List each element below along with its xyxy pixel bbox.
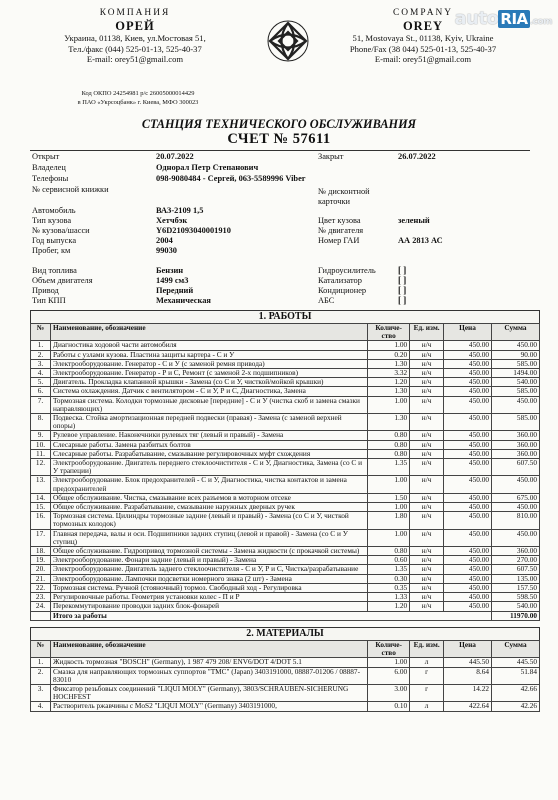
cell-name: Работы с узлами кузова. Пластина защиты картера - С и У <box>50 350 367 359</box>
cell-no: 6. <box>31 387 51 396</box>
cell-sum: 585.00 <box>492 387 540 396</box>
owner-label: Владелец <box>32 163 66 172</box>
invoice-title: СЧЕТ № 57611 <box>227 131 331 147</box>
car-value: ВАЗ-2109 1,5 <box>156 206 204 215</box>
cell-name: Смазка для направляющих тормозных суппортов "TMC" (Japan) 3403191000, 08887-01206 / 08887-83010 <box>50 667 367 684</box>
cell-unit: н/ч <box>410 414 444 431</box>
cell-no: 18. <box>31 547 51 556</box>
cell-qty: 1.00 <box>368 503 410 512</box>
works-section-title: 1. РАБОТЫ <box>30 310 540 324</box>
cell-unit: н/ч <box>410 602 444 611</box>
cell-unit: н/ч <box>410 565 444 574</box>
cell-sum: 360.00 <box>492 440 540 449</box>
cell-name: Регулировочные работы. Геометрия установки колес - П и Р <box>50 593 367 602</box>
cell-no: 11. <box>31 449 51 458</box>
bank-details <box>28 90 248 107</box>
table-row <box>31 702 540 711</box>
total-label: Итого за работы <box>50 611 491 620</box>
table-row <box>31 667 540 684</box>
table-row <box>31 658 540 667</box>
cell-price: 450.00 <box>444 359 492 368</box>
phones-label: Телефоны <box>32 174 69 183</box>
cell-no: 8. <box>31 414 51 431</box>
col-name: Наименование, обозначение <box>50 641 367 658</box>
company-label: КОМПАНИЯ <box>99 8 171 18</box>
cell-name: Тормозная система. Цилиндры тормозные задние (левый и правый) - Замена (со С и У, чисткой тормозных колодок) <box>50 512 367 529</box>
company-address-en: 51, Mostovaya St., 01138, Kyiv, Ukraine <box>352 32 494 43</box>
color-label: Цвет кузова <box>318 216 361 225</box>
cell-unit: г <box>410 685 444 702</box>
fuel-value: Бензин <box>156 266 184 275</box>
cell-name: Рулевое управление. Наконечники рулевых тяг (левый и правый) - Замена <box>50 431 367 440</box>
cell-no: 22. <box>31 583 51 592</box>
cell-qty: 0.60 <box>368 556 410 565</box>
cell-name: Общее обслуживание. Чистка, смазывание всех разъемов в моторном отсеке <box>50 493 367 502</box>
cell-sum: 450.00 <box>492 476 540 493</box>
cell-qty: 0.30 <box>368 574 410 583</box>
divider <box>30 150 530 151</box>
col-sum: Сумма <box>492 324 540 341</box>
catalyst-label: Катализатор <box>318 276 362 285</box>
col-sum: Сумма <box>492 641 540 658</box>
cell-name: Фиксатор резьбовых соединений "LIQUI MOLY" (Germany), 3803/SCHRAUBEN-SICHERUNG HOCHFEST <box>50 685 367 702</box>
cell-sum: 135.00 <box>492 574 540 583</box>
cell-unit: н/ч <box>410 440 444 449</box>
company-header-left <box>10 8 260 65</box>
cell-unit: н/ч <box>410 529 444 546</box>
cell-sum: 360.00 <box>492 547 540 556</box>
cell-name: Главная передача, валы и оси. Подшипники задних ступиц (левой и правой) - Замена (со С и У ступиц) <box>50 529 367 546</box>
works-header-row <box>31 324 540 341</box>
fuel-label: Вид топлива <box>32 266 77 275</box>
bank-line-1: Код ОКПО 24254981 р/с 26005000014429 <box>81 90 195 97</box>
cell-name: Общее обслуживание. Разрабатывание, смазывание наружных дверных ручек <box>50 503 367 512</box>
cell-price: 450.00 <box>444 369 492 378</box>
cell-unit: н/ч <box>410 359 444 368</box>
cell-sum: 157.50 <box>492 583 540 592</box>
cell-no: 1. <box>31 341 51 350</box>
cell-sum: 42.26 <box>492 702 540 711</box>
abs-checkbox[interactable]: [ ] <box>398 295 407 305</box>
cell-name: Электрооборудование. Блок предохранителей - С и У, Диагностика, чистка контактов и замена предохранителей <box>50 476 367 493</box>
cell-qty: 1.30 <box>368 414 410 431</box>
cell-name: Слесарные работы. Разрабатывание, смазывание регулировочных муфт схождения <box>50 449 367 458</box>
cell-name: Общее обслуживание. Гидропривод тормозной системы - Замена жидкости (с прокачкой системы) <box>50 547 367 556</box>
cell-sum: 450.00 <box>492 396 540 413</box>
cell-qty: 1.35 <box>368 565 410 574</box>
cell-unit: н/ч <box>410 476 444 493</box>
cell-no: 12. <box>31 459 51 476</box>
cell-name: Электрооборудование. Генератор - Р и С, Ремонт (с заменой 2-х подшипников) <box>50 369 367 378</box>
cell-unit: н/ч <box>410 556 444 565</box>
ac-checkbox[interactable]: [ ] <box>398 285 407 295</box>
company-email: E-mail: orey51@gmail.com <box>86 54 184 65</box>
closed-value: 26.07.2022 <box>398 152 436 161</box>
cell-unit: н/ч <box>410 583 444 592</box>
opened-value: 20.07.2022 <box>156 152 194 161</box>
cell-price: 450.00 <box>444 387 492 396</box>
cell-sum: 450.00 <box>492 503 540 512</box>
cell-sum: 90.00 <box>492 350 540 359</box>
table-row <box>31 431 540 440</box>
cell-name: Электрооборудование. Лампочки подсветки номерного знака (2 шт) - Замена <box>50 574 367 583</box>
cell-unit: н/ч <box>410 387 444 396</box>
table-row <box>31 529 540 546</box>
cell-qty: 0.35 <box>368 583 410 592</box>
discount-card-label: № дисконтной карточки <box>318 187 370 206</box>
cell-no: 4. <box>31 702 51 711</box>
table-row <box>31 341 540 350</box>
cell-qty: 1.50 <box>368 493 410 502</box>
cell-qty: 1.30 <box>368 387 410 396</box>
cell-qty: 1.35 <box>368 459 410 476</box>
table-row <box>31 476 540 493</box>
cell-price: 450.00 <box>444 556 492 565</box>
cell-name: Слесарные работы. Замена разбитых болтов <box>50 440 367 449</box>
cell-no: 24. <box>31 602 51 611</box>
cell-qty: 0.20 <box>368 350 410 359</box>
cell-sum: 585.00 <box>492 414 540 431</box>
cell-unit: н/ч <box>410 547 444 556</box>
cell-price: 450.00 <box>444 547 492 556</box>
cell-unit: н/ч <box>410 574 444 583</box>
cell-price: 450.00 <box>444 350 492 359</box>
materials-table <box>30 640 540 712</box>
cell-no: 3. <box>31 685 51 702</box>
cell-no: 9. <box>31 431 51 440</box>
cell-unit: л <box>410 658 444 667</box>
cell-qty: 0.80 <box>368 431 410 440</box>
gearbox-label: Тип КПП <box>32 296 66 305</box>
cell-no: 13. <box>31 476 51 493</box>
cell-qty: 1.33 <box>368 593 410 602</box>
cell-sum: 598.50 <box>492 593 540 602</box>
cell-qty: 1.00 <box>368 529 410 546</box>
table-row <box>31 440 540 449</box>
cell-no: 21. <box>31 574 51 583</box>
cell-name: Диагностика ходовой части автомобиля <box>50 341 367 350</box>
cell-name: Подвеска. Стойка амортизационная передней подвески (правая) - Замена (с заменой верхней опоры) <box>50 414 367 431</box>
cell-unit: н/ч <box>410 378 444 387</box>
company-name: ОРЕЙ <box>115 18 155 33</box>
cell-qty: 3.00 <box>368 685 410 702</box>
total-value: 11970.00 <box>492 611 540 620</box>
watermark-ria: RIA <box>500 10 528 28</box>
cell-price: 450.00 <box>444 396 492 413</box>
cell-qty: 1.00 <box>368 476 410 493</box>
cell-sum: 607.50 <box>492 565 540 574</box>
company-phone-en: Phone/Fax (38 044) 525-01-13, 525-40-37 <box>349 43 497 54</box>
col-qty: Количе-ство <box>368 641 410 658</box>
cell-name: Тормозная система. Колодки тормозные дисковые [передние] - С и У (чистка скоб и замена смазки направляющих) <box>50 396 367 413</box>
cell-price: 450.00 <box>444 440 492 449</box>
gearbox-value: Механическая <box>156 296 211 305</box>
cell-name: Система охлаждения. Датчик с вентилятором - С и У, Р и С, Диагностика, Замена <box>50 387 367 396</box>
company-phone: Тел./факс (044) 525-01-13, 525-40-37 <box>68 43 202 54</box>
cell-unit: н/ч <box>410 503 444 512</box>
cell-qty: 0.10 <box>368 702 410 711</box>
cell-no: 10. <box>31 440 51 449</box>
table-row <box>31 459 540 476</box>
table-row <box>31 512 540 529</box>
col-name: Наименование, обозначение <box>50 324 367 341</box>
cell-no: 7. <box>31 396 51 413</box>
cell-name: Электрооборудование. Генератор - С и У (с заменой ремня привода) <box>50 359 367 368</box>
cell-price: 450.00 <box>444 565 492 574</box>
cell-sum: 810.00 <box>492 512 540 529</box>
cell-sum: 585.00 <box>492 359 540 368</box>
cell-sum: 360.00 <box>492 431 540 440</box>
cell-unit: н/ч <box>410 493 444 502</box>
cell-unit: н/ч <box>410 459 444 476</box>
materials-section-title: 2. МАТЕРИАЛЫ <box>30 627 540 641</box>
cell-no: 17. <box>31 529 51 546</box>
cell-sum: 540.00 <box>492 602 540 611</box>
power-steering-checkbox[interactable]: [ ] <box>398 265 407 275</box>
cell-price: 450.00 <box>444 593 492 602</box>
cell-unit: г <box>410 667 444 684</box>
cell-sum: 360.00 <box>492 449 540 458</box>
volume-label: Объем двигателя <box>32 276 93 285</box>
cell-no: 16. <box>31 512 51 529</box>
drive-label: Привод <box>32 286 59 295</box>
col-unit: Ед. изм. <box>410 641 444 658</box>
cell-price: 450.00 <box>444 341 492 350</box>
total-row <box>31 611 540 620</box>
cell-unit: н/ч <box>410 341 444 350</box>
company-label-en: COMPANY <box>392 8 454 18</box>
cell-unit: н/ч <box>410 449 444 458</box>
cell-qty: 0.80 <box>368 547 410 556</box>
bank-line-2: в ПАО «Укрсоцбанк» г. Киева, МФО 300023 <box>77 98 199 106</box>
cell-price: 450.00 <box>444 414 492 431</box>
cell-empty <box>31 611 51 620</box>
cell-unit: н/ч <box>410 431 444 440</box>
cell-sum: 1494.00 <box>492 369 540 378</box>
mileage-value: 99030 <box>156 246 177 255</box>
col-no: № <box>31 324 51 341</box>
cell-sum: 445.50 <box>492 658 540 667</box>
cell-sum: 450.00 <box>492 529 540 546</box>
cell-sum: 675.00 <box>492 493 540 502</box>
cell-unit: н/ч <box>410 369 444 378</box>
cell-name: Электрооборудование. Фонари задние (левый и правый) - Замена <box>50 556 367 565</box>
cell-price: 450.00 <box>444 583 492 592</box>
cell-sum: 270.00 <box>492 556 540 565</box>
cell-qty: 1.30 <box>368 359 410 368</box>
cell-no: 4. <box>31 369 51 378</box>
year-value: 2004 <box>156 236 173 245</box>
mileage-label: Пробег, км <box>32 246 71 255</box>
cell-price: 450.00 <box>444 449 492 458</box>
cell-no: 2. <box>31 667 51 684</box>
table-row <box>31 387 540 396</box>
cell-no: 5. <box>31 378 51 387</box>
car-label: Автомобиль <box>32 206 76 215</box>
cell-unit: л <box>410 702 444 711</box>
cell-qty: 3.32 <box>368 369 410 378</box>
cell-unit: н/ч <box>410 396 444 413</box>
cell-sum: 607.50 <box>492 459 540 476</box>
cell-name: Жидкость тормозная "BOSCH" (Germany), 1 987 479 208/ ENV6/DOT 4/DOT 5.1 <box>50 658 367 667</box>
owner-value: Однорал Петр Степанович <box>156 163 259 172</box>
cell-unit: н/ч <box>410 350 444 359</box>
cell-name: Двигатель. Прокладка клапанной крышки - Замена (со С и У, чисткой/мойкой крышки) <box>50 378 367 387</box>
cell-qty: 1.00 <box>368 658 410 667</box>
cell-name: Растворитель ржавчины с MoS2 "LIQUI MOLY" (Germany) 3403191000, <box>50 702 367 711</box>
opened-label: Открыт <box>32 152 60 161</box>
col-qty: Количе-ство <box>368 324 410 341</box>
color-value: зеленый <box>398 216 430 225</box>
vin-value: Y6D21093040001910 <box>156 226 231 235</box>
cell-price: 14.22 <box>444 685 492 702</box>
service-book-label: № сервисной книжки <box>32 185 109 194</box>
cell-sum: 450.00 <box>492 341 540 350</box>
watermark-auto: auto <box>454 8 499 29</box>
cell-qty: 1.20 <box>368 378 410 387</box>
cell-qty: 0.80 <box>368 440 410 449</box>
table-row <box>31 350 540 359</box>
cell-qty: 1.20 <box>368 602 410 611</box>
watermark-domain: .com <box>529 17 552 27</box>
cell-no: 15. <box>31 503 51 512</box>
works-table <box>30 323 540 621</box>
cell-name: Электрооборудование. Двигатель заднего стеклоочистителя - С и У, Р и С, Чистка/разрабатывание <box>50 565 367 574</box>
cell-no: 23. <box>31 593 51 602</box>
power-steering-label: Гидроусилитель <box>318 266 376 275</box>
cell-price: 450.00 <box>444 431 492 440</box>
cell-qty: 6.00 <box>368 667 410 684</box>
table-row <box>31 685 540 702</box>
station-title: СТАНЦИЯ ТЕХНИЧЕСКОГО ОБСЛУЖИВАНИЯ <box>141 117 417 131</box>
cell-unit: н/ч <box>410 593 444 602</box>
cell-unit: н/ч <box>410 512 444 529</box>
cell-sum: 540.00 <box>492 378 540 387</box>
cell-name: Электрооборудование. Двигатель переднего стеклоочистителя - С и У, Диагностика, Замена (со С и У трапеции) <box>50 459 367 476</box>
cell-price: 445.50 <box>444 658 492 667</box>
cell-sum: 42.66 <box>492 685 540 702</box>
table-row <box>31 396 540 413</box>
col-no: № <box>31 641 51 658</box>
cell-no: 20. <box>31 565 51 574</box>
cell-name: Тормозная система. Ручной (стояночный) тормоз. Свободный ход - Регулировка <box>50 583 367 592</box>
table-row <box>31 565 540 574</box>
cell-price: 450.00 <box>444 602 492 611</box>
cell-sum: 51.84 <box>492 667 540 684</box>
table-row <box>31 574 540 583</box>
phones-value: 098-9080484 - Сергей, 063-5589996 Viber <box>156 174 306 183</box>
table-row <box>31 414 540 431</box>
cell-price: 450.00 <box>444 378 492 387</box>
engine-no-label: № двигателя <box>318 226 364 235</box>
cell-qty: 0.80 <box>368 449 410 458</box>
volume-value: 1499 см3 <box>156 276 189 285</box>
cell-price: 450.00 <box>444 503 492 512</box>
cell-price: 450.00 <box>444 512 492 529</box>
col-unit: Ед. изм. <box>410 324 444 341</box>
cell-no: 14. <box>31 493 51 502</box>
drive-value: Передний <box>156 286 194 295</box>
cell-no: 1. <box>31 658 51 667</box>
cell-price: 450.00 <box>444 459 492 476</box>
cell-price: 422.64 <box>444 702 492 711</box>
body-type-label: Тип кузова <box>32 216 72 225</box>
year-label: Год выпуска <box>32 236 77 245</box>
plate-label: Номер ГАИ <box>318 236 360 245</box>
cell-name: Перекоммутирование проводки задних блок-фонарей <box>50 602 367 611</box>
cell-qty: 1.00 <box>368 341 410 350</box>
abs-label: АБС <box>318 296 335 305</box>
vin-label: № кузова/шасси <box>32 226 90 235</box>
cell-no: 3. <box>31 359 51 368</box>
company-email-en: E-mail: orey51@gmail.com <box>374 54 472 65</box>
body-type-value: Хетчбэк <box>156 216 188 225</box>
cell-price: 450.00 <box>444 529 492 546</box>
materials-header-row <box>31 641 540 658</box>
col-price: Цена <box>444 324 492 341</box>
cell-no: 19. <box>31 556 51 565</box>
table-row <box>31 602 540 611</box>
col-price: Цена <box>444 641 492 658</box>
cell-no: 2. <box>31 350 51 359</box>
cell-qty: 1.80 <box>368 512 410 529</box>
watermark-logo <box>454 8 552 29</box>
cell-price: 450.00 <box>444 493 492 502</box>
catalyst-checkbox[interactable]: [ ] <box>398 275 407 285</box>
closed-label: Закрыт <box>318 152 344 161</box>
cell-price: 450.00 <box>444 574 492 583</box>
company-name-en: OREY <box>402 18 444 33</box>
company-address: Украина, 01138, Киев, ул.Мостовая 51, <box>64 32 206 43</box>
cell-qty: 1.00 <box>368 396 410 413</box>
cell-price: 8.64 <box>444 667 492 684</box>
cell-price: 450.00 <box>444 476 492 493</box>
ac-label: Кондиционер <box>318 286 367 295</box>
plate-value: АА 2813 АС <box>398 236 443 245</box>
